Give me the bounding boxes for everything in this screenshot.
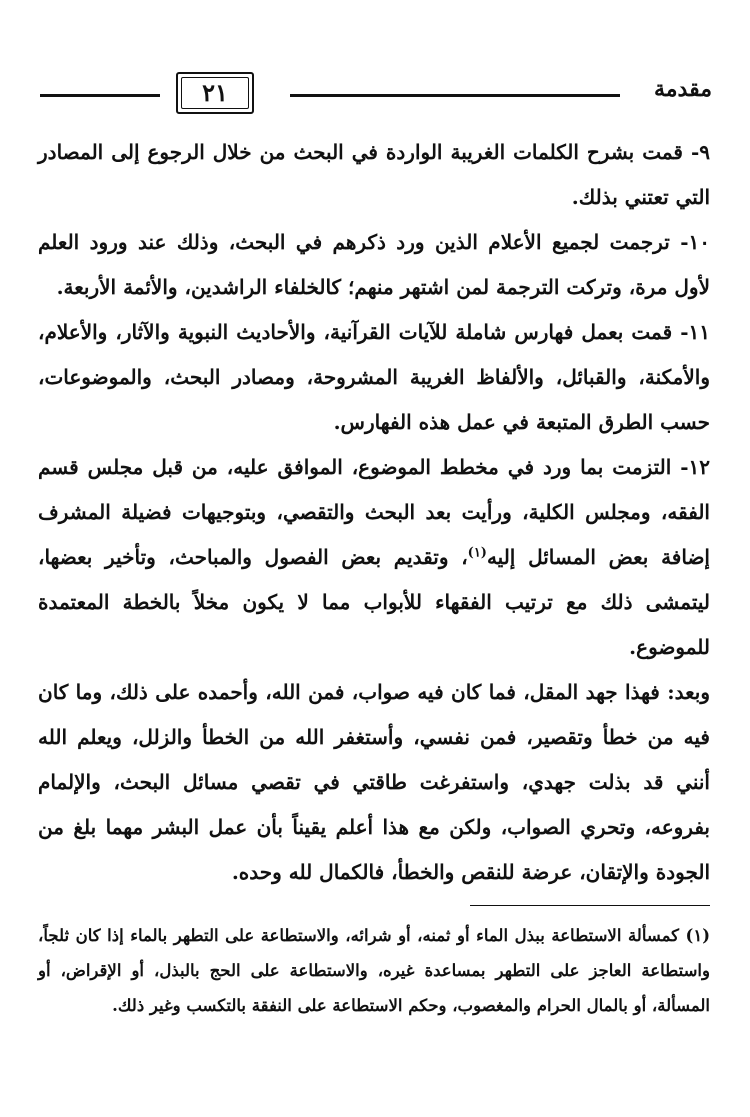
paragraph-9: ٩- قمت بشرح الكلمات الغريبة الواردة في البحث من خلال الرجوع إلى المصادر التي تعتني بذلك. xyxy=(38,140,710,209)
footnote-1: (١) كمسألة الاستطاعة ببذل الماء أو ثمنه، أو شرائه، والاستطاعة على التطهر بالماء إذا كان ثلجاً، واستطاعة العاجز على التطهر بمساعدة غيره، والاستطاعة على الحج بالبذل، أو الإقراض، أو المسألة، أو بالمال الحرام والمغصوب، وحكم الاستطاعة على النفقة بالتكسب وغير ذلك. xyxy=(38,926,710,1015)
header-rule-left xyxy=(40,94,160,97)
footnotes xyxy=(38,918,710,1023)
paragraph-12-text-before: ١٢- التزمت بما ورد في مخطط الموضوع، الموافق عليه، من قبل مجلس قسم الفقه، ومجلس الكلية، ورأيت بعد البحث والتقصي، وبتوجيهات فضيلة المشرف إضافة بعض المسائل إليه xyxy=(38,455,710,569)
page-number-box xyxy=(176,72,254,114)
paragraph-12 xyxy=(38,445,710,670)
main-text xyxy=(38,130,710,895)
footnote-reference: (١) xyxy=(467,545,487,561)
paragraph-11: ١١- قمت بعمل فهارس شاملة للآيات القرآنية، والأحاديث النبوية والآثار، والأعلام، والأمكنة، والقبائل، والألفاظ الغريبة المشروحة، ومصادر البحث، والموضوعات، حسب الطرق المتبعة في عمل هذه الفهارس. xyxy=(38,320,711,434)
paragraph-10: ١٠- ترجمت لجميع الأعلام الذين ورد ذكرهم في البحث، وذلك عند ورود العلم لأول مرة، وتركت الترجمة لمن اشتهر منهم؛ كالخلفاء الراشدين، والأئمة الأربعة. xyxy=(38,230,710,299)
footnote-separator xyxy=(470,905,710,906)
closing-paragraph: وبعد: فهذا جهد المقل، فما كان فيه صواب، فمن الله، وأحمده على ذلك، وما كان فيه من خطأ وتقصير، فمن نفسي، وأستغفر الله من الخطأ والزلل، ويعلم الله أنني قد بذلت جهدي، واستفرغت طاقتي في تقصي مسائل البحث، والإلمام بفروعه، وتحري الصواب، ولكن مع هذا أعلم يقيناً بأن عمل البشر مهما بلغ من الجودة والإتقان، عرضة للنقص والخطأ، فالكمال لله وحده. xyxy=(38,680,711,884)
paragraph-12-text-after: ، وتقديم بعض الفصول والمباحث، وتأخير بعضها، ليتمشى ذلك مع ترتيب الفقهاء للأبواب مما لا يكون مخلاً بالخطة المعتمدة للموضوع. xyxy=(38,545,710,659)
page-header xyxy=(40,70,712,120)
page-number: ٢١ xyxy=(202,78,228,107)
header-title: مقدمة xyxy=(653,76,712,102)
header-rule-right xyxy=(290,94,620,97)
